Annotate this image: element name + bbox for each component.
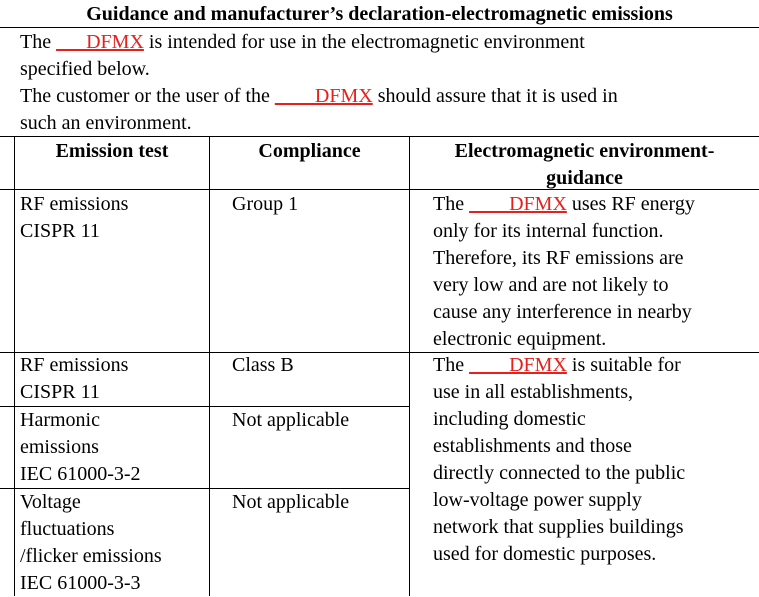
intro-line-2: specified below. <box>20 58 150 80</box>
guidance-text: The ____DFMX is suitable for use in all establishments, including domestic establishments and those directly connected to the public low-voltage power supply network that supplies buildings used for domestic purposes. <box>433 354 686 565</box>
table-row-test: Harmonic emissions IEC 61000-3-2 <box>20 409 141 485</box>
guidance-text: The ____DFMX uses RF energy only for its internal function. Therefore, its RF emissions are very low and are not likely to cause any interference in nearby electronic equipment. <box>433 193 695 350</box>
device-name: ____DFMX <box>469 193 567 215</box>
intro-text <box>20 29 750 137</box>
divider <box>0 27 759 28</box>
header-environment: Electromagnetic environment- guidance <box>454 140 715 189</box>
intro-line-3: The customer or the user of the ____DFMX should assure that it is used in <box>20 85 618 107</box>
header-compliance: Compliance <box>258 140 361 162</box>
table-row-test: RF emissions CISPR 11 <box>20 354 129 403</box>
table-row-compliance: Not applicable <box>232 491 350 513</box>
column-divider <box>409 136 410 596</box>
intro-line-1: The ___DFMX is intended for use in the electromagnetic environment <box>20 31 585 53</box>
intro-line-4: such an environment. <box>20 112 192 134</box>
table-row-compliance: Group 1 <box>232 193 299 215</box>
page-title: Guidance and manufacturer’s declaration-electromagnetic emissions <box>86 3 673 25</box>
table-left-border <box>14 136 15 596</box>
table-row-compliance: Class B <box>232 354 294 376</box>
device-name: ____DFMX <box>469 354 567 376</box>
table-top-border <box>0 136 759 137</box>
header-emission-test: Emission test <box>55 140 169 162</box>
table-row-compliance: Not applicable <box>232 409 350 431</box>
column-divider <box>209 136 210 596</box>
device-name: ___DFMX <box>56 31 144 53</box>
table-row-test: RF emissions CISPR 11 <box>20 193 129 242</box>
device-name: ____DFMX <box>274 85 373 107</box>
table-row-test: Voltage fluctuations /flicker emissions IEC 61000-3-3 <box>20 491 162 594</box>
